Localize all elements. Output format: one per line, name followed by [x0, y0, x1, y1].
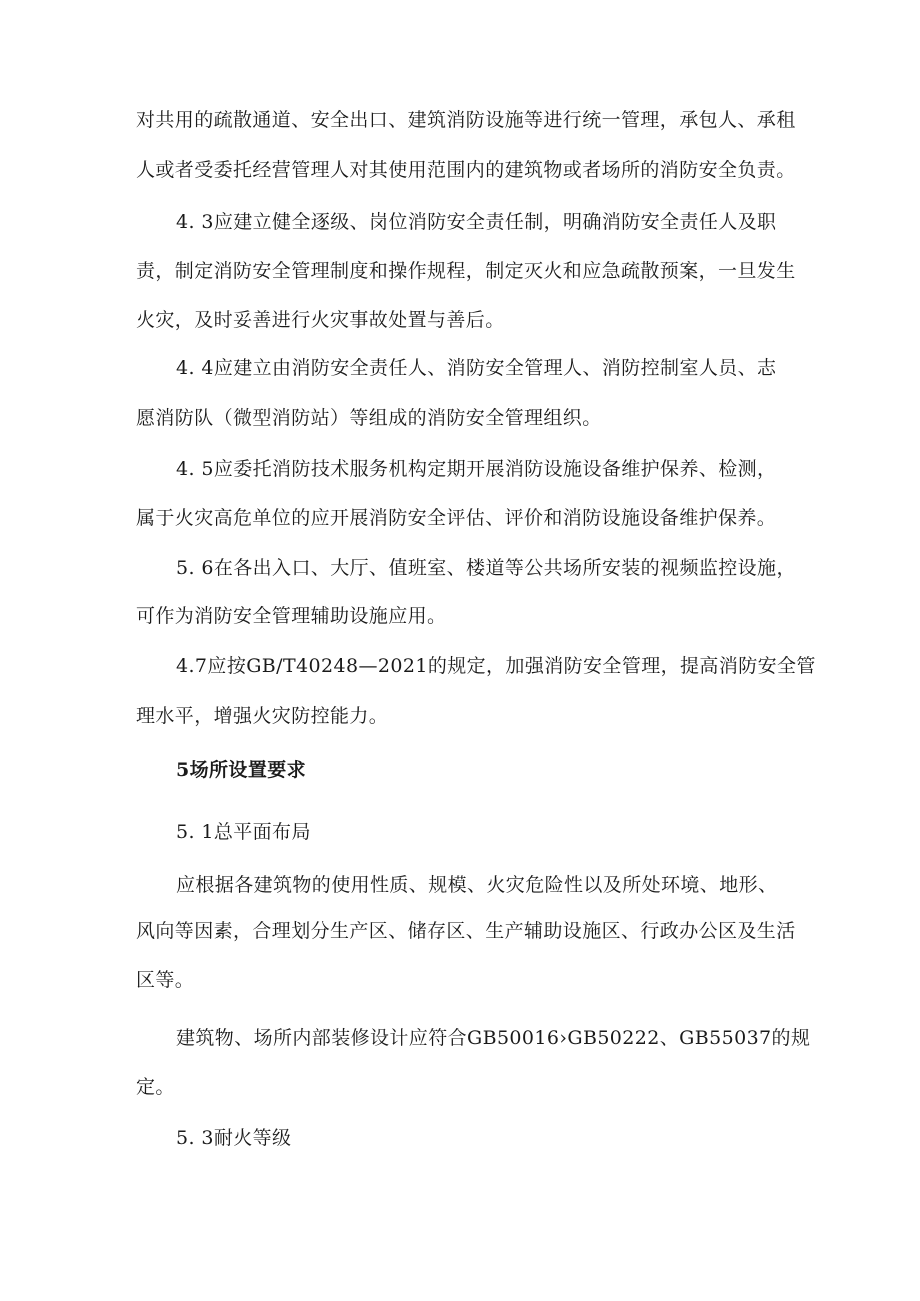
paragraph-line: 定。: [136, 1076, 175, 1098]
paragraph-line: 对共用的疏散通道、安全出口、建筑消防设施等进行统一管理，承包人、承租: [136, 109, 796, 131]
paragraph-line: 可作为消防安全管理辅助设施应用。: [136, 605, 447, 627]
paragraph-line: 愿消防队（微型消防站）等组成的消防安全管理组织。: [136, 407, 602, 429]
paragraph-line: 属于火灾高危单位的应开展消防安全评估、评价和消防设施设备维护保养。: [136, 507, 777, 529]
paragraph-line: 风向等因素，合理划分生产区、储存区、生产辅助设施区、行政办公区及生活: [136, 920, 796, 942]
clause-5-6-line: 5. 6在各出入口、大厅、值班室、楼道等公共场所安装的视频监控设施，: [176, 557, 796, 579]
paragraph-line: 理水平，增强火灾防控能力。: [136, 705, 389, 727]
section-heading: 5场所设置要求: [176, 759, 307, 781]
clause-4-7-line: 4.7应按GB/T40248—2021的规定，加强消防安全管理，提高消防安全管: [176, 655, 816, 677]
paragraph-line: 区等。: [136, 969, 195, 991]
subsection-heading: 5. 1总平面布局: [176, 821, 311, 843]
paragraph-line: 人或者受委托经营管理人对其使用范围内的建筑物或者场所的消防安全负责。: [136, 159, 796, 181]
clause-4-4-line: 4. 4应建立由消防安全责任人、消防安全管理人、消防控制室人员、志: [176, 357, 777, 379]
paragraph-line: 火灾，及时妥善进行火灾事故处置与善后。: [136, 309, 505, 331]
paragraph-line: 责，制定消防安全管理制度和操作规程，制定灭火和应急疏散预案，一旦发生: [136, 260, 796, 282]
paragraph-line: 应根据各建筑物的使用性质、规模、火灾危险性以及所处环境、地形、: [176, 874, 778, 896]
clause-4-3-line: 4. 3应建立健全逐级、岗位消防安全责任制，明确消防安全责任人及职: [176, 211, 777, 233]
subsection-heading: 5. 3耐火等级: [176, 1127, 292, 1149]
clause-4-5-line: 4. 5应委托消防技术服务机构定期开展消防设施设备维护保养、检测，: [176, 458, 777, 480]
paragraph-line: 建筑物、场所内部装修设计应符合GB50016›GB50222、GB55037的规: [176, 1027, 811, 1049]
